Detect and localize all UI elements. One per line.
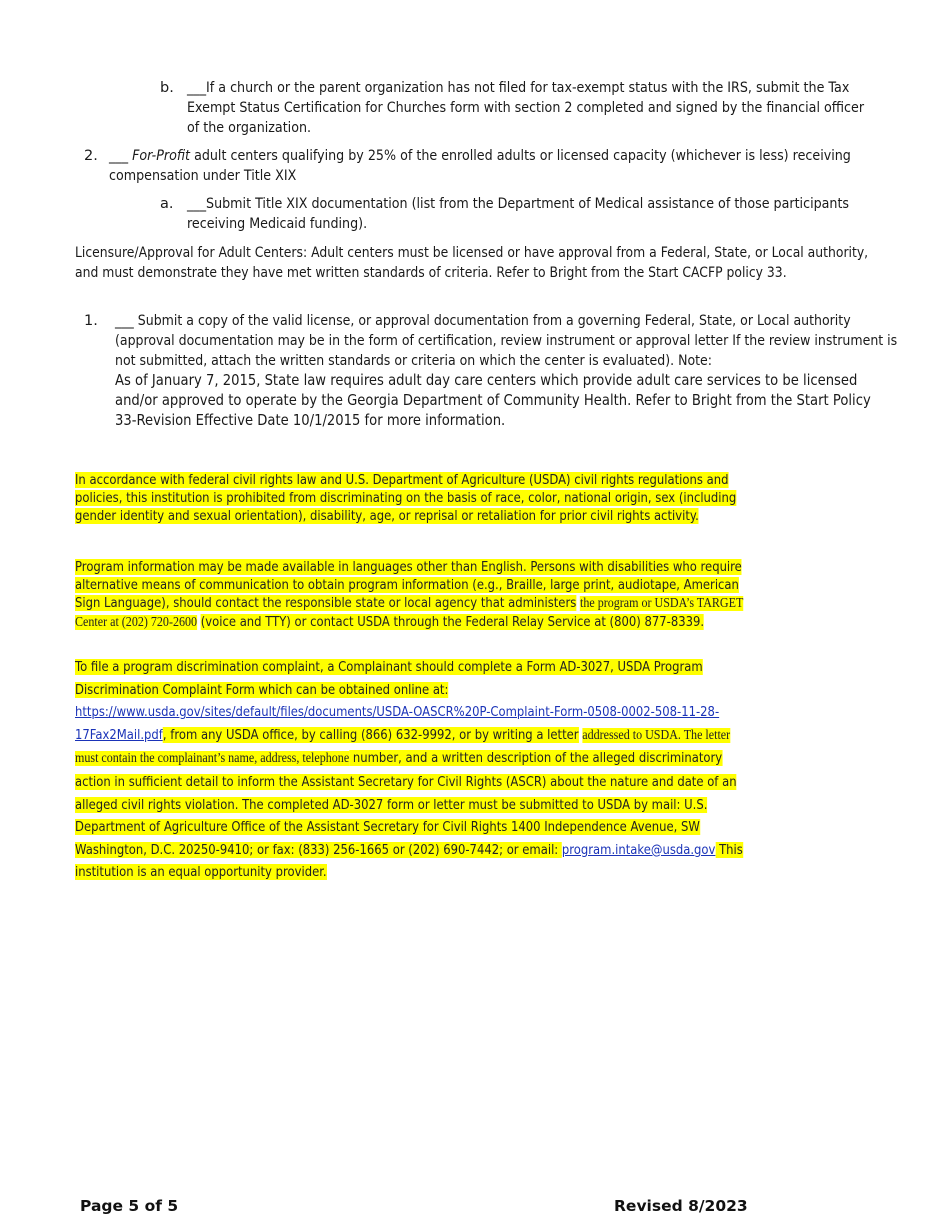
nd-p2-target-center: the program or USDA’s TARGET Center at (202) 720-2600 [75, 596, 744, 631]
licensure-paragraph: Licensure/Approval for Adult Centers: Adult centers must be licensed or have approval from a Federal, State, or Local authority, and must demonstrate they have met written standards of criteria. Refer to Bright from the Start CACFP policy 33. [75, 245, 869, 281]
nd-p3-text-d: number, and a written description of the alleged discriminatory action in sufficient detail to inform the Assistant Secretary for Civil Rights (ASCR) about the nature and date of an alleged civil rights violation. The completed AD-3027 form or letter must be submitted to USDA by mail: U.S. Department of Agriculture Office of the Assistant Secretary for Civil Rights 1400 Independence Avenue, SW Washington, D.C. 20250-9410; or fax: (833) 256-1665 or (202) 690-7442; or email: [75, 750, 737, 858]
item-2-marker: 2. [84, 148, 98, 164]
item-a-marker: a. [160, 196, 174, 212]
nd-p3-text-e: This institution is an equal opportunity provider. [75, 841, 743, 881]
complaint-form-link[interactable]: https://www.usda.gov/sites/default/files/documents/USDA-OASCR%20P-Complaint-Form-0508-0002-508-11-28-17Fax2Mail.pdf [75, 704, 720, 743]
item-b-marker: b. [160, 80, 174, 96]
item-1-text: ___ Submit a copy of the valid license, or approval documentation from a governing Federal, State, or Local authority (approval documentation may be in the form of certification, review instrument or approval letter If the review instrument is not submitted, attach the written standards or criteria on which the center is evaluated). Note: [115, 313, 898, 369]
item-b-text: ___If a church or the parent organization has not filed for tax-exempt status with the IRS, submit the Tax Exempt Status Certification for Churches form with section 2 completed and signed by the financial officer of the organization. [187, 80, 865, 136]
item-1-marker: 1. [84, 313, 98, 329]
nondiscrimination-p3 [75, 656, 746, 884]
nondiscrimination-p2 [75, 558, 746, 632]
nd-p2-text-a: Program information may be made available in languages other than English. Persons with disabilities who require alternative means of communication to obtain program information (e.g., Braille, large print, audiotape, American Sign Language), should contact the responsible state or local agency that administers [75, 559, 742, 612]
item-1-note: As of January 7, 2015, State law requires adult day care centers which provide adult care services to be licensed and/or approved to operate by the Georgia Department of Community Health. Refer to Bright from the Start Policy 33-Revision Effective Date 10/1/2015 for more information. [115, 371, 871, 429]
nondiscrimination-p1 [75, 471, 746, 526]
nd-p3-text-c: addressed to USDA. The letter must contain the complainant’s name, address, telephone [75, 727, 731, 767]
item-2-body: adult centers qualifying by 25% of the enrolled adults or licensed capacity (whichever is less) receiving compensation under Title XIX [109, 148, 851, 184]
item-2-for-profit: For-Profit [132, 148, 191, 164]
footer-revised-date: Revised 8/2023 [614, 1197, 748, 1215]
nd-p1-text: In accordance with federal civil rights law and U.S. Department of Agriculture (USDA) civil rights regulations and policies, this institution is prohibited from discriminating on the basis of race, color, national origin, sex (including gender identity and sexual orientation), disability, age, or reprisal or retaliation for prior civil rights activity. [75, 472, 737, 525]
nd-p2-text-c: (voice and TTY) or contact USDA through the Federal Relay Service at (800) 877-8339. [200, 614, 705, 631]
nd-p3-text-b: , from any USDA office, by calling (866) 632-9992, or by writing a letter [162, 726, 579, 743]
email-link[interactable]: program.intake@usda.gov [561, 841, 716, 858]
nd-p3-text-a: To file a program discrimination complaint, a Complainant should complete a Form AD-3027, USDA Program Discrimination Complaint Form which can be obtained online at: [75, 659, 703, 698]
footer-page-number: Page 5 of 5 [80, 1197, 179, 1215]
item-2-text [109, 147, 879, 187]
item-a-text: ___Submit Title XIX documentation (list from the Department of Medical assistance of those participants receiving Medicaid funding). [187, 196, 850, 232]
item-2-blank: ___ [109, 148, 129, 164]
